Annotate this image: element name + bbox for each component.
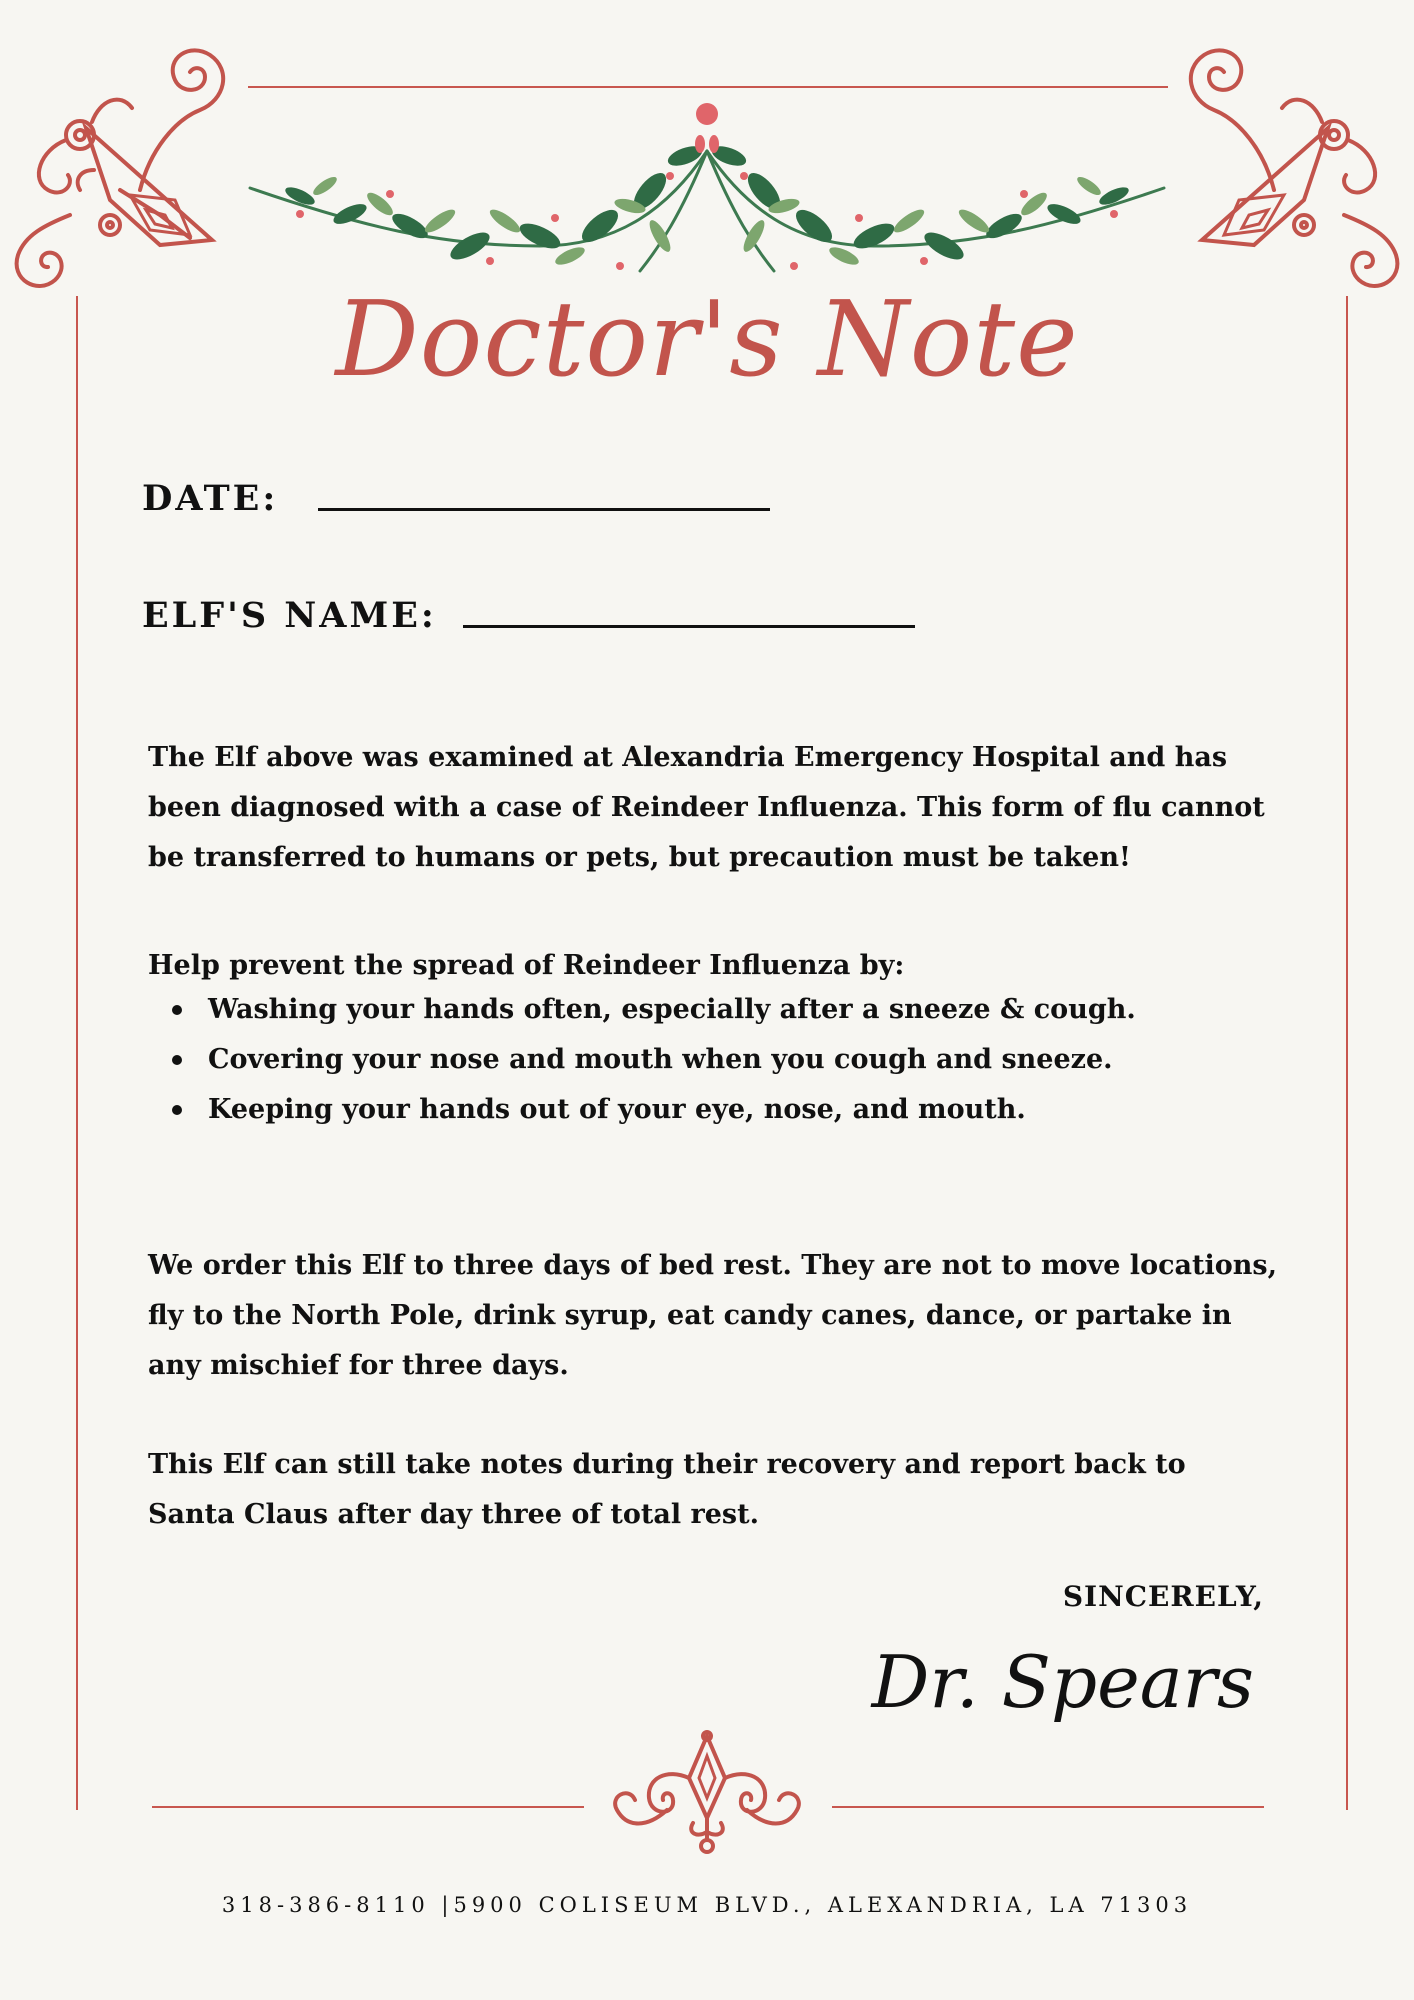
help-intro: Help prevent the spread of Reindeer Influenza by: — [148, 950, 905, 981]
corner-ornament-top-left-icon — [0, 40, 240, 300]
left-border-line — [76, 296, 78, 1810]
bottom-border-line-right — [832, 1806, 1264, 1808]
corner-ornament-top-right-icon — [1174, 40, 1414, 300]
list-item: Washing your hands often, especially after a sneeze & cough. — [148, 985, 1248, 1035]
date-blank-line[interactable] — [318, 507, 770, 511]
top-border-line — [248, 86, 1168, 88]
holly-garland-icon — [240, 96, 1174, 286]
date-field — [142, 478, 770, 519]
bed-rest-paragraph: We order this Elf to three days of bed rest. They are not to move locations, fly to the North Pole, drink syrup, eat candy canes, dance, or partake in any mischief for three days. — [148, 1250, 1277, 1381]
closing: SINCERELY, — [1062, 1580, 1264, 1613]
page-title: Doctor's Note — [335, 278, 1079, 400]
elf-name-field — [142, 595, 915, 636]
recovery-paragraph: This Elf can still take notes during their recovery and report back to Santa Claus after day three of total rest. — [148, 1449, 1186, 1530]
exam-paragraph: The Elf above was examined at Alexandria Emergency Hospital and has been diagnosed with a case of Reindeer Influenza. This form of flu cannot be transferred to humans or pets, but precaution must be taken! — [148, 742, 1265, 873]
date-label: DATE: — [142, 478, 279, 519]
elf-name-label: ELF'S NAME: — [142, 595, 437, 636]
prevention-list — [148, 985, 1248, 1135]
elf-name-blank-line[interactable] — [463, 624, 915, 628]
list-item: Covering your nose and mouth when you cough and sneeze. — [148, 1035, 1248, 1085]
bottom-border-line-left — [152, 1806, 584, 1808]
signature: Dr. Spears — [871, 1640, 1254, 1724]
right-border-line — [1346, 296, 1348, 1810]
list-item: Keeping your hands out of your eye, nose, and mouth. — [148, 1085, 1248, 1135]
footer-contact: 318-386-8110 |5900 COLISEUM BLVD., ALEXANDRIA, LA 71303 — [221, 1893, 1193, 1917]
bottom-ornament-icon — [607, 1728, 807, 1858]
